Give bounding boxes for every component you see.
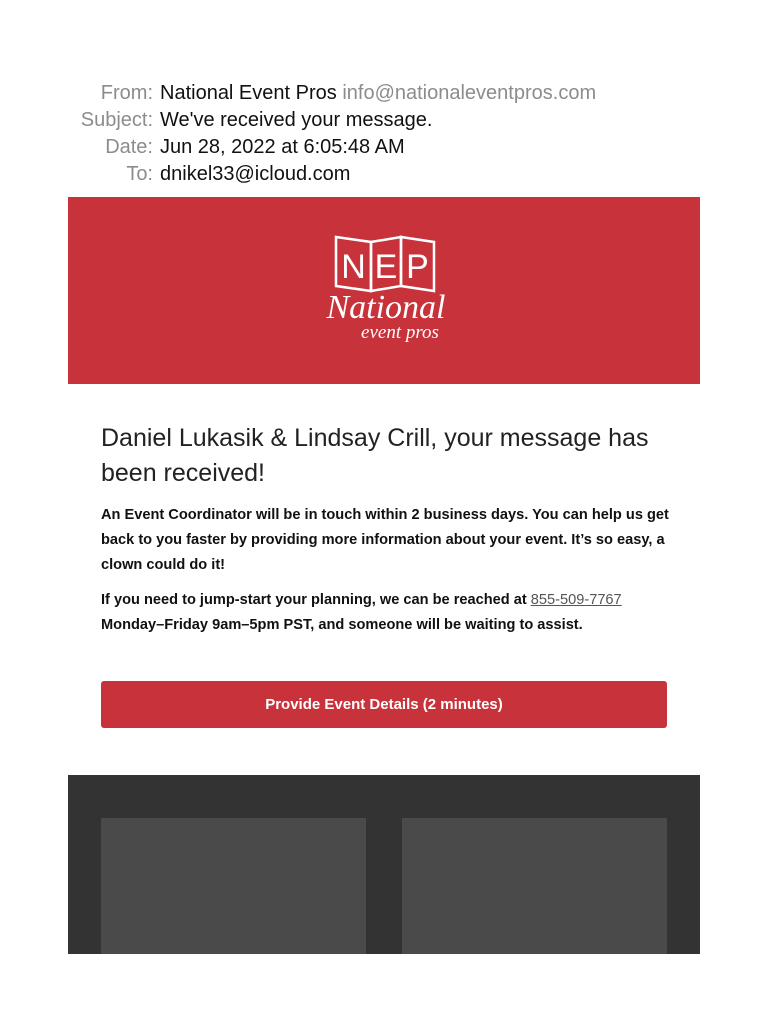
contact-text-before: If you need to jump-start your planning, we can be reached at [101,592,531,608]
logo-letter-e: E [374,248,398,286]
footer-card-right [402,818,667,954]
from-row [0,80,768,107]
email-header [0,80,768,188]
to-label: To: [126,163,153,185]
contact-text-after: Monday–Friday 9am–5pm PST, and someone will be waiting to assist. [101,617,583,633]
date-row [0,134,768,161]
intro-paragraph: An Event Coordinator will be in touch within 2 business days. You can help us get back to you faster by providing more information about your event. It’s so easy, a clown could do it! [101,507,669,573]
sender-email[interactable]: info@nationaleventpros.com [342,82,597,104]
phone-link[interactable]: 855-509-7767 [530,592,622,608]
from-label: From: [100,82,153,104]
logo-word-event-pros: event pros [361,322,439,343]
date-label: Date: [105,136,153,158]
logo-letter-p: P [406,248,429,286]
brand-banner [68,197,700,384]
date-value: Jun 28, 2022 at 6:05:48 AM [160,136,405,158]
recipient-email[interactable]: dnikel33@icloud.com [160,163,351,185]
from-value [160,80,596,107]
to-row [0,161,768,188]
footer-panel [68,775,700,954]
sender-name: National Event Pros [160,82,337,104]
nep-logo [306,234,466,344]
subject-value: We've received your message. [160,109,433,131]
confirmation-headline: Daniel Lukasik & Lindsay Crill, your message has been received! [101,424,649,487]
subject-label: Subject: [80,109,153,131]
provide-event-details-button[interactable]: Provide Event Details (2 minutes) [101,681,667,728]
logo-letter-n: N [341,248,366,286]
contact-paragraph [101,588,673,638]
logo-word-national: National [326,289,446,326]
footer-card-left [101,818,366,954]
subject-row [0,107,768,134]
